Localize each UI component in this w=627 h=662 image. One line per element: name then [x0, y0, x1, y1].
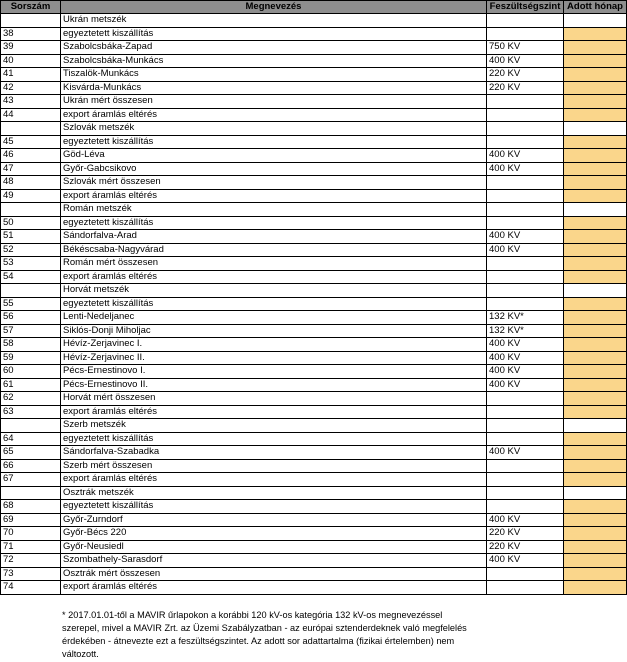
row-number-cell: 52 [1, 243, 61, 257]
voltage-cell [487, 284, 564, 298]
row-number-cell: 40 [1, 54, 61, 68]
given-month-input-cell[interactable] [564, 176, 627, 190]
voltage-cell: 400 KV [487, 243, 564, 257]
name-cell: export áramlás eltérés [61, 270, 487, 284]
row-number-cell: 61 [1, 378, 61, 392]
row-number-cell: 71 [1, 540, 61, 554]
name-cell: egyeztetett kiszállítás [61, 500, 487, 514]
table-row [1, 243, 627, 257]
name-cell: Szabolcsbáka-Zapad [61, 41, 487, 55]
given-month-input-cell[interactable] [564, 311, 627, 325]
row-number-cell: 65 [1, 446, 61, 460]
row-number-cell: 48 [1, 176, 61, 190]
footnote-line: szerepel, mivel a MAVIR Zrt. az Üzemi Szabályzatban - az európai sztenderdeknek való megfelelés [62, 623, 467, 633]
table-row [1, 446, 627, 460]
row-number-cell: 55 [1, 297, 61, 311]
given-month-input-cell[interactable] [564, 243, 627, 257]
row-number-cell: 59 [1, 351, 61, 365]
row-number-cell [1, 14, 61, 28]
table-row [1, 81, 627, 95]
section-header-row [1, 284, 627, 298]
footnote [62, 609, 482, 661]
voltage-cell: 400 KV [487, 54, 564, 68]
name-cell: Lenti-Nedeljanec [61, 311, 487, 325]
row-number-cell: 49 [1, 189, 61, 203]
voltage-cell [487, 432, 564, 446]
row-number-cell: 69 [1, 513, 61, 527]
table-row [1, 189, 627, 203]
footnote-line: érdekében - átnevezte ezt a feszültségszintet. Az adott sor adattartalma (fizikai értelemben) nem [62, 636, 455, 646]
given-month-input-cell[interactable] [564, 378, 627, 392]
section-title-cell: Ukrán metszék [61, 14, 487, 28]
voltage-cell: 400 KV [487, 446, 564, 460]
voltage-cell [487, 500, 564, 514]
row-number-cell: 44 [1, 108, 61, 122]
table-row [1, 54, 627, 68]
given-month-input-cell [564, 14, 627, 28]
section-header-row [1, 203, 627, 217]
row-number-cell: 42 [1, 81, 61, 95]
given-month-input-cell[interactable] [564, 473, 627, 487]
table-row [1, 27, 627, 41]
table-row [1, 392, 627, 406]
voltage-cell [487, 203, 564, 217]
table-body [1, 14, 627, 595]
given-month-input-cell[interactable] [564, 338, 627, 352]
name-cell: Pécs-Ernestinovo II. [61, 378, 487, 392]
row-number-cell [1, 419, 61, 433]
row-number-cell: 70 [1, 527, 61, 541]
given-month-input-cell[interactable] [564, 351, 627, 365]
given-month-input-cell [564, 419, 627, 433]
name-cell: egyeztetett kiszállítás [61, 432, 487, 446]
given-month-input-cell[interactable] [564, 581, 627, 595]
column-header-name: Megnevezés [61, 1, 487, 14]
row-number-cell: 72 [1, 554, 61, 568]
row-number-cell: 68 [1, 500, 61, 514]
voltage-cell: 400 KV [487, 230, 564, 244]
given-month-input-cell[interactable] [564, 392, 627, 406]
table-row [1, 324, 627, 338]
name-cell: export áramlás eltérés [61, 581, 487, 595]
voltage-cell [487, 270, 564, 284]
voltage-cell [487, 486, 564, 500]
name-cell: Szombathely-Sarasdorf [61, 554, 487, 568]
voltage-cell [487, 108, 564, 122]
name-cell: Siklós-Donji Miholjac [61, 324, 487, 338]
section-title-cell: Szerb metszék [61, 419, 487, 433]
given-month-input-cell[interactable] [564, 540, 627, 554]
voltage-cell [487, 567, 564, 581]
row-number-cell [1, 486, 61, 500]
footnote-line: * 2017.01.01-től a MAVIR űrlapokon a korábbi 120 kV-os kategória 132 kV-os megnevezéssel [62, 610, 443, 620]
name-cell: Szabolcsbáka-Munkács [61, 54, 487, 68]
voltage-cell [487, 27, 564, 41]
name-cell: egyeztetett kiszállítás [61, 216, 487, 230]
name-cell: Sándorfalva-Arad [61, 230, 487, 244]
section-header-row [1, 486, 627, 500]
table-row [1, 311, 627, 325]
column-header-voltage: Feszültségszint [487, 1, 564, 14]
voltage-cell [487, 392, 564, 406]
table-row [1, 513, 627, 527]
voltage-cell: 400 KV [487, 162, 564, 176]
section-title-cell: Osztrák metszék [61, 486, 487, 500]
given-month-input-cell[interactable] [564, 297, 627, 311]
given-month-input-cell[interactable] [564, 270, 627, 284]
given-month-input-cell[interactable] [564, 189, 627, 203]
given-month-input-cell[interactable] [564, 527, 627, 541]
row-number-cell: 64 [1, 432, 61, 446]
table-row [1, 581, 627, 595]
voltage-cell: 132 KV* [487, 311, 564, 325]
given-month-input-cell[interactable] [564, 500, 627, 514]
name-cell: Győr-Neusiedl [61, 540, 487, 554]
table-row [1, 351, 627, 365]
name-cell: Göd-Léva [61, 149, 487, 163]
row-number-cell: 57 [1, 324, 61, 338]
voltage-cell: 400 KV [487, 554, 564, 568]
name-cell: Osztrák mért összesen [61, 567, 487, 581]
table-row [1, 338, 627, 352]
voltage-cell [487, 189, 564, 203]
voltage-cell [487, 122, 564, 136]
row-number-cell: 50 [1, 216, 61, 230]
name-cell: Pécs-Ernestinovo I. [61, 365, 487, 379]
given-month-input-cell[interactable] [564, 432, 627, 446]
given-month-input-cell[interactable] [564, 513, 627, 527]
voltage-cell: 400 KV [487, 149, 564, 163]
voltage-cell: 400 KV [487, 338, 564, 352]
row-number-cell: 38 [1, 27, 61, 41]
table-row [1, 149, 627, 163]
name-cell: Hévíz-Zerjavinec II. [61, 351, 487, 365]
header-row [1, 1, 627, 14]
row-number-cell: 62 [1, 392, 61, 406]
given-month-input-cell[interactable] [564, 554, 627, 568]
name-cell: export áramlás eltérés [61, 405, 487, 419]
name-cell: Tiszalök-Munkács [61, 68, 487, 82]
row-number-cell: 46 [1, 149, 61, 163]
name-cell: export áramlás eltérés [61, 473, 487, 487]
name-cell: Szlovák mért összesen [61, 176, 487, 190]
table-row [1, 95, 627, 109]
voltage-cell: 220 KV [487, 540, 564, 554]
footnote-line: változott. [62, 649, 99, 659]
given-month-input-cell[interactable] [564, 162, 627, 176]
name-cell: export áramlás eltérés [61, 108, 487, 122]
given-month-input-cell[interactable] [564, 149, 627, 163]
table-row [1, 216, 627, 230]
row-number-cell: 58 [1, 338, 61, 352]
table-row [1, 41, 627, 55]
name-cell: Román mért összesen [61, 257, 487, 271]
given-month-input-cell[interactable] [564, 108, 627, 122]
given-month-input-cell[interactable] [564, 567, 627, 581]
row-number-cell [1, 203, 61, 217]
voltage-cell [487, 581, 564, 595]
section-header-row [1, 122, 627, 136]
table-row [1, 68, 627, 82]
table-row [1, 473, 627, 487]
voltage-cell [487, 216, 564, 230]
table-row [1, 459, 627, 473]
voltage-cell [487, 459, 564, 473]
voltage-cell [487, 257, 564, 271]
given-month-input-cell [564, 122, 627, 136]
given-month-input-cell[interactable] [564, 230, 627, 244]
table-row [1, 108, 627, 122]
voltage-cell [487, 473, 564, 487]
row-number-cell: 54 [1, 270, 61, 284]
name-cell: Békéscsaba-Nagyvárad [61, 243, 487, 257]
section-header-row [1, 419, 627, 433]
table-row [1, 162, 627, 176]
voltage-cell [487, 419, 564, 433]
row-number-cell: 74 [1, 581, 61, 595]
voltage-cell: 400 KV [487, 513, 564, 527]
section-title-cell: Szlovák metszék [61, 122, 487, 136]
name-cell: Horvát mért összesen [61, 392, 487, 406]
given-month-input-cell[interactable] [564, 459, 627, 473]
table-row [1, 297, 627, 311]
table-row [1, 365, 627, 379]
row-number-cell: 51 [1, 230, 61, 244]
voltage-cell [487, 135, 564, 149]
row-number-cell: 47 [1, 162, 61, 176]
table-row [1, 540, 627, 554]
row-number-cell: 39 [1, 41, 61, 55]
given-month-input-cell [564, 486, 627, 500]
name-cell: egyeztetett kiszállítás [61, 297, 487, 311]
row-number-cell: 63 [1, 405, 61, 419]
table-row [1, 176, 627, 190]
table-row [1, 230, 627, 244]
table-row [1, 270, 627, 284]
table-row [1, 567, 627, 581]
row-number-cell [1, 284, 61, 298]
name-cell: Szerb mért összesen [61, 459, 487, 473]
row-number-cell: 66 [1, 459, 61, 473]
table-row [1, 257, 627, 271]
table-row [1, 527, 627, 541]
voltage-cell: 750 KV [487, 41, 564, 55]
name-cell: egyeztetett kiszállítás [61, 135, 487, 149]
voltage-cell: 220 KV [487, 68, 564, 82]
name-cell: egyeztetett kiszállítás [61, 27, 487, 41]
table-row [1, 378, 627, 392]
voltage-cell: 132 KV* [487, 324, 564, 338]
voltage-cell [487, 95, 564, 109]
given-month-input-cell[interactable] [564, 54, 627, 68]
voltage-cell [487, 176, 564, 190]
name-cell: Győr-Bécs 220 [61, 527, 487, 541]
name-cell: Kisvárda-Munkács [61, 81, 487, 95]
name-cell: export áramlás eltérés [61, 189, 487, 203]
voltage-cell: 400 KV [487, 365, 564, 379]
given-month-input-cell[interactable] [564, 41, 627, 55]
name-cell: Sándorfalva-Szabadka [61, 446, 487, 460]
section-title-cell: Román metszék [61, 203, 487, 217]
given-month-input-cell[interactable] [564, 324, 627, 338]
given-month-input-cell[interactable] [564, 216, 627, 230]
row-number-cell: 43 [1, 95, 61, 109]
section-header-row [1, 14, 627, 28]
given-month-input-cell[interactable] [564, 81, 627, 95]
table-row [1, 554, 627, 568]
row-number-cell: 73 [1, 567, 61, 581]
name-cell: Hévíz-Zerjavinec I. [61, 338, 487, 352]
section-title-cell: Horvát metszék [61, 284, 487, 298]
column-header-given-month: Adott hónap [564, 1, 627, 14]
row-number-cell: 60 [1, 365, 61, 379]
name-cell: Ukrán mért összesen [61, 95, 487, 109]
row-number-cell: 67 [1, 473, 61, 487]
given-month-input-cell[interactable] [564, 405, 627, 419]
given-month-input-cell [564, 284, 627, 298]
given-month-input-cell [564, 203, 627, 217]
table-row [1, 405, 627, 419]
table-row [1, 135, 627, 149]
given-month-input-cell[interactable] [564, 446, 627, 460]
row-number-cell [1, 122, 61, 136]
given-month-input-cell[interactable] [564, 365, 627, 379]
voltage-cell [487, 297, 564, 311]
given-month-input-cell[interactable] [564, 135, 627, 149]
column-header-num: Sorszám [1, 1, 61, 14]
given-month-input-cell[interactable] [564, 68, 627, 82]
table-row [1, 432, 627, 446]
row-number-cell: 53 [1, 257, 61, 271]
voltage-cell: 400 KV [487, 351, 564, 365]
given-month-input-cell[interactable] [564, 257, 627, 271]
voltage-cell: 220 KV [487, 81, 564, 95]
voltage-cell [487, 405, 564, 419]
row-number-cell: 56 [1, 311, 61, 325]
name-cell: Győr-Gabcsikovo [61, 162, 487, 176]
voltage-cell: 220 KV [487, 527, 564, 541]
row-number-cell: 45 [1, 135, 61, 149]
name-cell: Győr-Zurndorf [61, 513, 487, 527]
given-month-input-cell[interactable] [564, 95, 627, 109]
voltage-cell [487, 14, 564, 28]
voltage-cell: 400 KV [487, 378, 564, 392]
row-number-cell: 41 [1, 68, 61, 82]
given-month-input-cell[interactable] [564, 27, 627, 41]
table-row [1, 500, 627, 514]
